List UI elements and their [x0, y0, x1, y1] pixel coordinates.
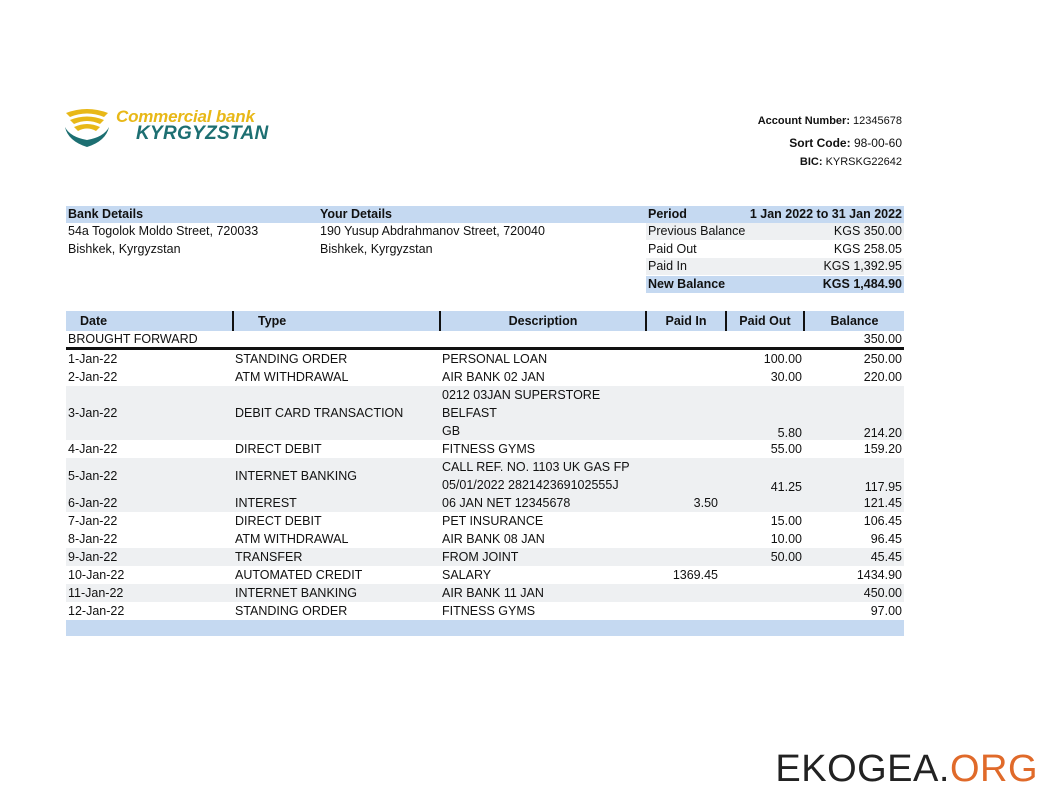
- col-header-date: Date: [66, 311, 233, 331]
- period-value: 1 Jan 2022 to 31 Jan 2022: [749, 207, 902, 221]
- cell-paid-in: [646, 386, 726, 440]
- cell-type: AUTOMATED CREDIT: [235, 568, 363, 582]
- bank-logo-icon: [64, 103, 110, 149]
- cell-paid-out: 15.00: [770, 514, 802, 528]
- bic-label: BIC:: [799, 156, 823, 168]
- cell-date: 12-Jan-22: [68, 604, 125, 618]
- watermark-main: EKOGEA.: [775, 748, 950, 790]
- table-row: [66, 386, 904, 440]
- cell-date: 9-Jan-22: [66, 548, 233, 566]
- cell-paid-in: [646, 530, 726, 548]
- table-row: [66, 566, 904, 584]
- cell-paid-in: [646, 548, 726, 566]
- cell-balance: 45.45: [804, 548, 904, 566]
- cell-date: 2-Jan-22: [68, 370, 118, 384]
- table-row: [66, 530, 904, 548]
- table-row: [66, 458, 904, 494]
- watermark-suffix: ORG: [949, 748, 1038, 790]
- cell-paid-in: 1369.45: [672, 568, 718, 582]
- previous-balance-value: KGS 350.00: [833, 224, 902, 238]
- cell-balance: 450.00: [804, 584, 904, 602]
- col-header-paid-out: Paid Out: [726, 311, 804, 331]
- col-header-paid-in: Paid In: [646, 311, 726, 331]
- table-row: [66, 440, 904, 458]
- cell-description: PERSONAL LOAN: [442, 352, 548, 366]
- cell-paid-out: 41.25: [726, 458, 804, 494]
- cell-balance: 106.45: [863, 514, 902, 528]
- brought-forward-label: BROUGHT FORWARD: [66, 331, 804, 349]
- sort-code-value: 98-00-60: [853, 136, 902, 150]
- cell-date: 5-Jan-22: [66, 458, 233, 494]
- cell-balance: 214.20: [804, 386, 904, 440]
- cell-paid-out: 10.00: [770, 532, 802, 546]
- your-address-line2: Bishkek, Kyrgyzstan: [320, 242, 433, 256]
- sort-code: [789, 136, 902, 150]
- paid-out-value: KGS 258.05: [833, 242, 902, 256]
- sort-code-label: Sort Code:: [789, 136, 851, 150]
- table-footer-band: [66, 620, 904, 636]
- cell-balance: 250.00: [863, 352, 902, 366]
- cell-paid-in: 3.50: [646, 494, 726, 512]
- cell-date: 7-Jan-22: [68, 514, 118, 528]
- brought-forward-row: [66, 331, 904, 349]
- cell-type: DEBIT CARD TRANSACTION: [233, 386, 440, 440]
- cell-paid-out: [726, 602, 804, 620]
- cell-description-line1: CALL REF. NO. 1103 UK GAS FP: [442, 460, 630, 474]
- cell-paid-out: [726, 494, 804, 512]
- cell-paid-in: [646, 458, 726, 494]
- cell-description-line2: GB: [442, 424, 461, 438]
- paid-in-value: KGS 1,392.95: [823, 259, 902, 273]
- cell-date: 6-Jan-22: [66, 494, 233, 512]
- cell-description: AIR BANK 11 JAN: [440, 584, 646, 602]
- cell-description: [440, 386, 646, 440]
- table-row: [66, 368, 904, 386]
- table-row: [66, 584, 904, 602]
- table-footer-cell: [66, 620, 904, 636]
- cell-type: DIRECT DEBIT: [235, 514, 322, 528]
- bank-address-line2: Bishkek, Kyrgyzstan: [68, 242, 181, 256]
- bic-value: KYRSKG22642: [825, 156, 902, 168]
- cell-paid-out: [726, 566, 804, 584]
- col-header-balance: Balance: [804, 311, 904, 331]
- cell-type: STANDING ORDER: [235, 352, 348, 366]
- watermark: [775, 748, 1038, 791]
- cell-type: TRANSFER: [233, 548, 440, 566]
- brought-forward-balance: 350.00: [804, 331, 904, 349]
- cell-paid-out: 30.00: [770, 370, 802, 384]
- bic: [800, 156, 902, 168]
- cell-balance: 97.00: [870, 604, 902, 618]
- cell-balance: 159.20: [863, 442, 902, 456]
- cell-description: FITNESS GYMS: [442, 442, 536, 456]
- cell-date: 4-Jan-22: [68, 442, 118, 456]
- cell-description: SALARY: [442, 568, 492, 582]
- cell-balance: 96.45: [870, 532, 902, 546]
- account-number-value: 12345678: [853, 115, 902, 127]
- logo-text-line1: Commercial bank: [116, 107, 255, 126]
- table-row: [66, 494, 904, 512]
- cell-paid-in: [646, 349, 726, 369]
- cell-type: INTERNET BANKING: [233, 458, 440, 494]
- logo-text-line2: KYRGYZSTAN: [136, 123, 269, 144]
- account-number-label: Account Number:: [757, 115, 850, 127]
- cell-description: FITNESS GYMS: [442, 604, 536, 618]
- transactions-table: [66, 311, 904, 636]
- your-details-title: Your Details: [320, 207, 393, 221]
- cell-description: FROM JOINT: [440, 548, 646, 566]
- cell-paid-in: [646, 512, 726, 530]
- new-balance-value: KGS 1,484.90: [822, 277, 902, 291]
- bank-address-line1: 54a Togolok Moldo Street, 720033: [68, 224, 259, 238]
- table-row: [66, 602, 904, 620]
- table-row: [66, 548, 904, 566]
- cell-description: AIR BANK 08 JAN: [442, 532, 545, 546]
- cell-date: 10-Jan-22: [68, 568, 125, 582]
- cell-paid-out: [726, 584, 804, 602]
- cell-type: ATM WITHDRAWAL: [235, 370, 349, 384]
- table-row: [66, 512, 904, 530]
- cell-balance: 121.45: [804, 494, 904, 512]
- period-label: Period: [648, 207, 687, 221]
- cell-paid-in: [646, 602, 726, 620]
- cell-description-line2: 05/01/2022 282142369102555J: [442, 478, 619, 492]
- cell-paid-out: 55.00: [770, 442, 802, 456]
- cell-paid-out: 5.80: [726, 386, 804, 440]
- cell-paid-out: 100.00: [763, 352, 802, 366]
- cell-paid-in: [646, 440, 726, 458]
- cell-type: STANDING ORDER: [235, 604, 348, 618]
- cell-paid-in: [646, 584, 726, 602]
- table-header-row: [66, 311, 904, 331]
- cell-balance: 117.95: [804, 458, 904, 494]
- cell-description: 06 JAN NET 12345678: [440, 494, 646, 512]
- table-row: [66, 349, 904, 369]
- previous-balance-label: Previous Balance: [648, 224, 746, 238]
- cell-balance: 220.00: [863, 370, 902, 384]
- paid-out-label: Paid Out: [648, 242, 697, 256]
- cell-date: 1-Jan-22: [68, 352, 118, 366]
- cell-description: AIR BANK 02 JAN: [442, 370, 545, 384]
- new-balance-label: New Balance: [648, 277, 726, 291]
- cell-balance: 1434.90: [856, 568, 902, 582]
- col-header-type: Type: [233, 311, 440, 331]
- col-header-description: Description: [440, 311, 646, 331]
- cell-date: 11-Jan-22: [66, 584, 233, 602]
- cell-date: 3-Jan-22: [66, 386, 233, 440]
- cell-description: PET INSURANCE: [442, 514, 544, 528]
- cell-type: INTERNET BANKING: [233, 584, 440, 602]
- cell-date: 8-Jan-22: [68, 532, 118, 546]
- cell-type: DIRECT DEBIT: [235, 442, 322, 456]
- cell-paid-out: 50.00: [726, 548, 804, 566]
- cell-description: [440, 458, 646, 494]
- cell-type: ATM WITHDRAWAL: [235, 532, 349, 546]
- paid-in-label: Paid In: [648, 259, 687, 273]
- cell-type: INTEREST: [233, 494, 440, 512]
- your-address-line1: 190 Yusup Abdrahmanov Street, 720040: [320, 224, 545, 238]
- cell-description-line1: 0212 03JAN SUPERSTORE BELFAST: [442, 388, 601, 420]
- bank-details-title: Bank Details: [68, 207, 144, 221]
- account-number: [758, 115, 902, 127]
- cell-paid-in: [646, 368, 726, 386]
